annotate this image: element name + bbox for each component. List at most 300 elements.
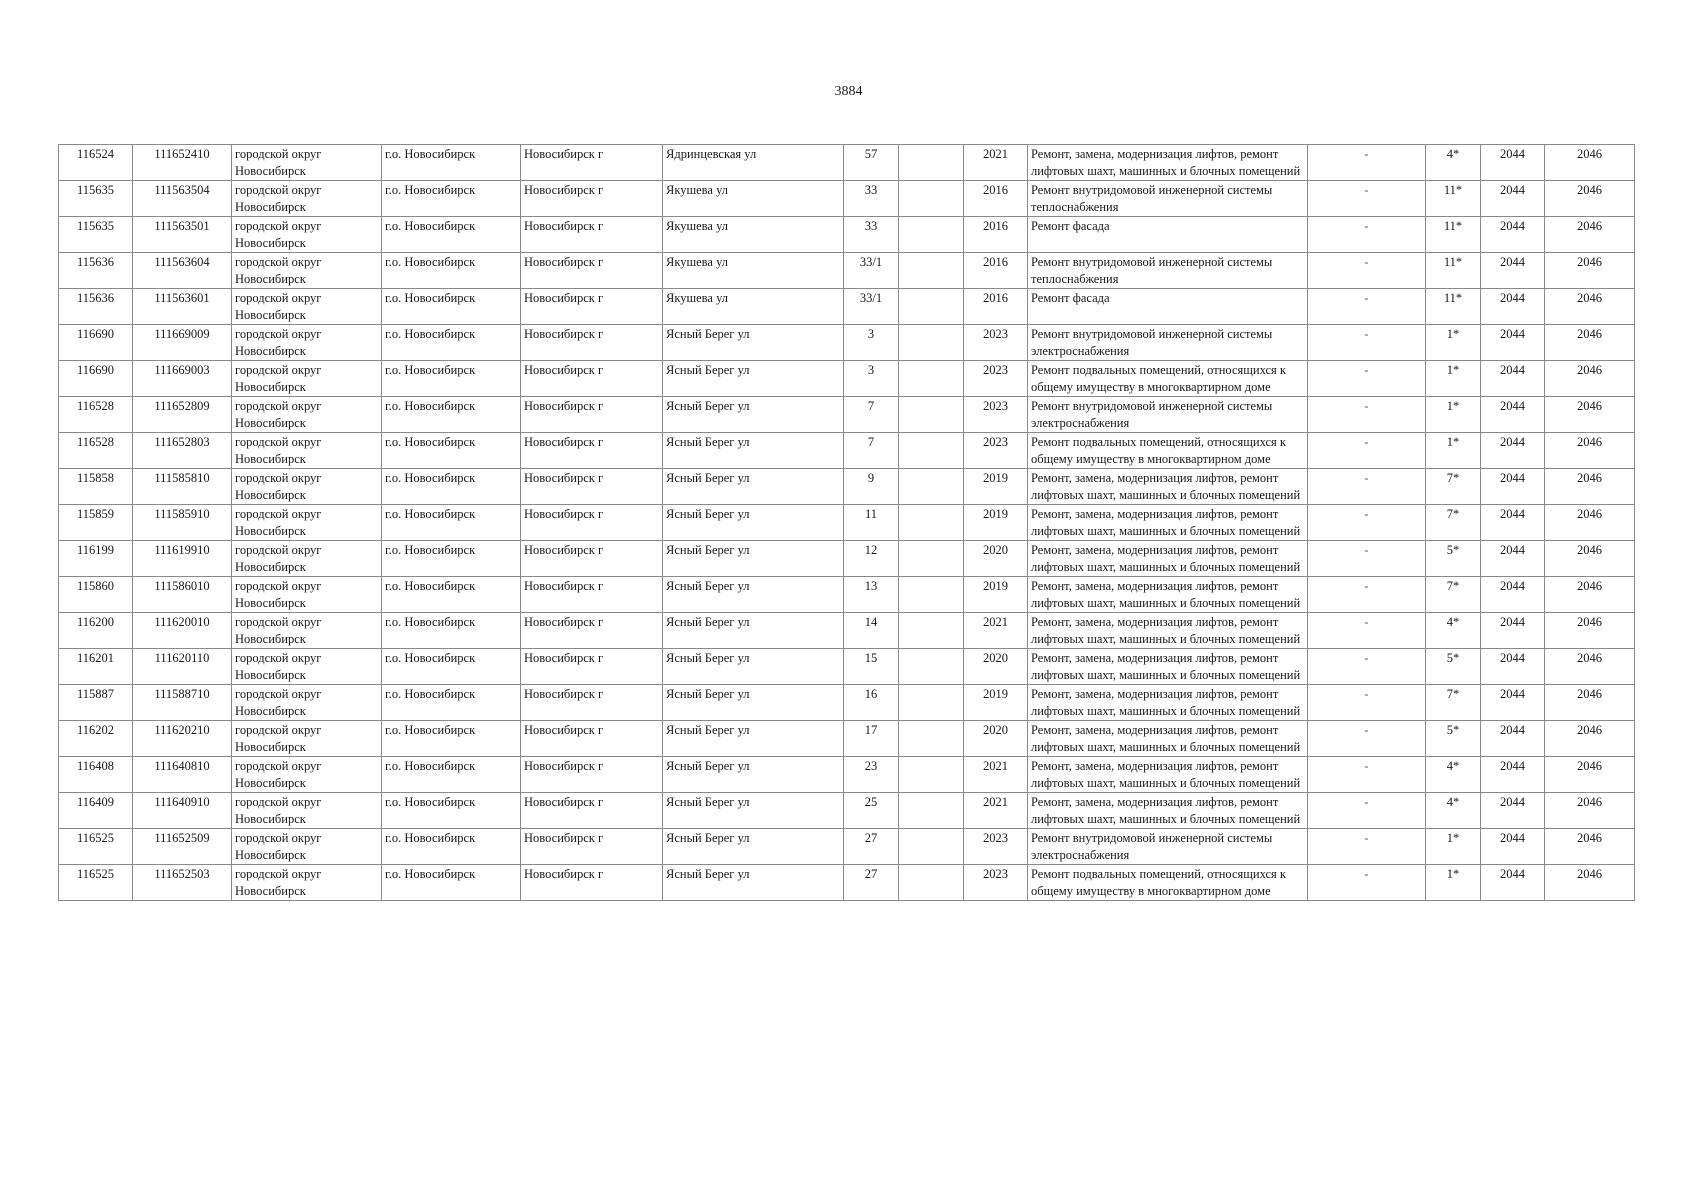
page-number: 3884 [834,84,863,99]
cell-code: 111652503 [133,865,232,901]
cell-short-municipality: г.о. Новосибирск [382,649,521,685]
cell-end-year: 2046 [1545,505,1635,541]
cell-code: 111563501 [133,217,232,253]
cell-end-year: 2046 [1545,325,1635,361]
cell-id: 116199 [59,541,133,577]
cell-year: 2023 [964,361,1028,397]
cell-start-year: 2044 [1481,721,1545,757]
cell-city: Новосибирск г [521,757,663,793]
cell-municipality: городской округ Новосибирск [232,253,382,289]
cell-end-year: 2046 [1545,217,1635,253]
cell-municipality: городской округ Новосибирск [232,649,382,685]
cell-id: 116201 [59,649,133,685]
cell-cost: - [1308,757,1426,793]
cell-id: 116525 [59,829,133,865]
cell-city: Новосибирск г [521,649,663,685]
cell-priority: 11* [1426,181,1481,217]
cell-house: 15 [844,649,899,685]
cell-year: 2020 [964,541,1028,577]
cell-house: 3 [844,361,899,397]
cell-short-municipality: г.о. Новосибирск [382,361,521,397]
cell-short-municipality: г.о. Новосибирск [382,325,521,361]
cell-id: 115858 [59,469,133,505]
cell-work-type: Ремонт, замена, модернизация лифтов, ремонт лифтовых шахт, машинных и блочных помещений [1028,649,1308,685]
cell-municipality: городской округ Новосибирск [232,865,382,901]
cell-short-municipality: г.о. Новосибирск [382,541,521,577]
cell-street: Ясный Берег ул [663,397,844,433]
cell-cost: - [1308,217,1426,253]
cell-work-type: Ремонт внутридомовой инженерной системы электроснабжения [1028,397,1308,433]
cell-end-year: 2046 [1545,577,1635,613]
table-row [59,577,1635,613]
cell-year: 2021 [964,613,1028,649]
cell-street: Якушева ул [663,217,844,253]
cell-street: Ясный Берег ул [663,433,844,469]
cell-short-municipality: г.о. Новосибирск [382,469,521,505]
cell-cost: - [1308,505,1426,541]
cell-id: 116525 [59,865,133,901]
cell-building [899,757,964,793]
cell-priority: 1* [1426,361,1481,397]
cell-work-type: Ремонт, замена, модернизация лифтов, ремонт лифтовых шахт, машинных и блочных помещений [1028,469,1308,505]
cell-municipality: городской округ Новосибирск [232,433,382,469]
cell-work-type: Ремонт, замена, модернизация лифтов, ремонт лифтовых шахт, машинных и блочных помещений [1028,793,1308,829]
cell-year: 2019 [964,505,1028,541]
cell-cost: - [1308,361,1426,397]
cell-city: Новосибирск г [521,253,663,289]
cell-work-type: Ремонт внутридомовой инженерной системы электроснабжения [1028,325,1308,361]
cell-id: 116690 [59,361,133,397]
table-row [59,433,1635,469]
cell-building [899,469,964,505]
cell-municipality: городской округ Новосибирск [232,325,382,361]
cell-house: 27 [844,829,899,865]
cell-street: Ясный Берег ул [663,865,844,901]
cell-cost: - [1308,721,1426,757]
cell-building [899,577,964,613]
table-row [59,613,1635,649]
cell-city: Новосибирск г [521,865,663,901]
cell-house: 33/1 [844,253,899,289]
cell-priority: 4* [1426,145,1481,181]
cell-street: Якушева ул [663,181,844,217]
cell-house: 7 [844,433,899,469]
cell-street: Ядринцевская ул [663,145,844,181]
cell-house: 9 [844,469,899,505]
cell-year: 2023 [964,829,1028,865]
table-row [59,145,1635,181]
cell-start-year: 2044 [1481,793,1545,829]
cell-year: 2019 [964,469,1028,505]
cell-building [899,253,964,289]
cell-priority: 1* [1426,397,1481,433]
cell-short-municipality: г.о. Новосибирск [382,757,521,793]
cell-priority: 1* [1426,433,1481,469]
cell-start-year: 2044 [1481,757,1545,793]
cell-code: 111620110 [133,649,232,685]
cell-id: 115635 [59,181,133,217]
cell-short-municipality: г.о. Новосибирск [382,829,521,865]
cell-street: Ясный Берег ул [663,325,844,361]
cell-end-year: 2046 [1545,793,1635,829]
cell-year: 2023 [964,325,1028,361]
cell-code: 111652809 [133,397,232,433]
cell-end-year: 2046 [1545,541,1635,577]
cell-year: 2023 [964,397,1028,433]
cell-end-year: 2046 [1545,145,1635,181]
cell-street: Ясный Берег ул [663,577,844,613]
cell-municipality: городской округ Новосибирск [232,361,382,397]
cell-city: Новосибирск г [521,613,663,649]
cell-code: 111563601 [133,289,232,325]
cell-work-type: Ремонт внутридомовой инженерной системы теплоснабжения [1028,253,1308,289]
cell-year: 2016 [964,181,1028,217]
cell-house: 57 [844,145,899,181]
cell-work-type: Ремонт, замена, модернизация лифтов, ремонт лифтовых шахт, машинных и блочных помещений [1028,613,1308,649]
cell-cost: - [1308,253,1426,289]
cell-cost: - [1308,433,1426,469]
cell-short-municipality: г.о. Новосибирск [382,181,521,217]
cell-work-type: Ремонт, замена, модернизация лифтов, ремонт лифтовых шахт, машинных и блочных помещений [1028,145,1308,181]
cell-id: 116528 [59,433,133,469]
cell-end-year: 2046 [1545,613,1635,649]
cell-priority: 11* [1426,217,1481,253]
cell-municipality: городской округ Новосибирск [232,505,382,541]
cell-start-year: 2044 [1481,181,1545,217]
cell-start-year: 2044 [1481,541,1545,577]
cell-house: 16 [844,685,899,721]
cell-house: 7 [844,397,899,433]
cell-work-type: Ремонт подвальных помещений, относящихся к общему имуществу в многоквартирном доме [1028,433,1308,469]
cell-municipality: городской округ Новосибирск [232,685,382,721]
cell-work-type: Ремонт, замена, модернизация лифтов, ремонт лифтовых шахт, машинных и блочных помещений [1028,505,1308,541]
table-row [59,721,1635,757]
cell-house: 17 [844,721,899,757]
cell-start-year: 2044 [1481,685,1545,721]
cell-municipality: городской округ Новосибирск [232,469,382,505]
cell-building [899,649,964,685]
cell-cost: - [1308,289,1426,325]
cell-code: 111640810 [133,757,232,793]
cell-id: 115635 [59,217,133,253]
cell-code: 111620010 [133,613,232,649]
cell-city: Новосибирск г [521,685,663,721]
cell-start-year: 2044 [1481,649,1545,685]
cell-code: 111669003 [133,361,232,397]
table-row [59,829,1635,865]
cell-priority: 4* [1426,613,1481,649]
cell-building [899,865,964,901]
cell-short-municipality: г.о. Новосибирск [382,505,521,541]
cell-short-municipality: г.о. Новосибирск [382,217,521,253]
table-row [59,865,1635,901]
cell-building [899,613,964,649]
table-row [59,397,1635,433]
cell-city: Новосибирск г [521,289,663,325]
cell-start-year: 2044 [1481,145,1545,181]
cell-end-year: 2046 [1545,685,1635,721]
cell-end-year: 2046 [1545,397,1635,433]
cell-municipality: городской округ Новосибирск [232,577,382,613]
table-row [59,469,1635,505]
table-row [59,217,1635,253]
cell-building [899,685,964,721]
cell-cost: - [1308,145,1426,181]
cell-building [899,325,964,361]
cell-year: 2021 [964,145,1028,181]
cell-priority: 7* [1426,469,1481,505]
cell-end-year: 2046 [1545,289,1635,325]
cell-house: 27 [844,865,899,901]
cell-end-year: 2046 [1545,469,1635,505]
cell-municipality: городской округ Новосибирск [232,829,382,865]
table-row [59,793,1635,829]
cell-short-municipality: г.о. Новосибирск [382,721,521,757]
cell-short-municipality: г.о. Новосибирск [382,613,521,649]
cell-work-type: Ремонт, замена, модернизация лифтов, ремонт лифтовых шахт, машинных и блочных помещений [1028,685,1308,721]
table-row [59,757,1635,793]
table-row [59,541,1635,577]
capital-repair-table [58,144,1635,901]
cell-street: Ясный Берег ул [663,757,844,793]
table-row [59,361,1635,397]
cell-end-year: 2046 [1545,253,1635,289]
cell-short-municipality: г.о. Новосибирск [382,253,521,289]
cell-work-type: Ремонт, замена, модернизация лифтов, ремонт лифтовых шахт, машинных и блочных помещений [1028,721,1308,757]
cell-year: 2019 [964,577,1028,613]
cell-end-year: 2046 [1545,649,1635,685]
cell-year: 2016 [964,253,1028,289]
cell-id: 116690 [59,325,133,361]
cell-work-type: Ремонт фасада [1028,289,1308,325]
cell-priority: 5* [1426,649,1481,685]
cell-work-type: Ремонт, замена, модернизация лифтов, ремонт лифтовых шахт, машинных и блочных помещений [1028,541,1308,577]
cell-end-year: 2046 [1545,829,1635,865]
cell-work-type: Ремонт, замена, модернизация лифтов, ремонт лифтовых шахт, машинных и блочных помещений [1028,577,1308,613]
cell-priority: 7* [1426,505,1481,541]
cell-city: Новосибирск г [521,469,663,505]
cell-year: 2023 [964,433,1028,469]
cell-short-municipality: г.о. Новосибирск [382,289,521,325]
cell-building [899,145,964,181]
cell-start-year: 2044 [1481,325,1545,361]
cell-municipality: городской округ Новосибирск [232,217,382,253]
cell-building [899,361,964,397]
cell-street: Ясный Берег ул [663,505,844,541]
cell-municipality: городской округ Новосибирск [232,397,382,433]
cell-cost: - [1308,793,1426,829]
table-row [59,685,1635,721]
cell-cost: - [1308,469,1426,505]
cell-id: 116524 [59,145,133,181]
cell-end-year: 2046 [1545,721,1635,757]
cell-code: 111652410 [133,145,232,181]
cell-id: 116409 [59,793,133,829]
cell-start-year: 2044 [1481,577,1545,613]
cell-end-year: 2046 [1545,181,1635,217]
cell-city: Новосибирск г [521,505,663,541]
table-body [59,145,1635,901]
cell-priority: 7* [1426,685,1481,721]
cell-municipality: городской округ Новосибирск [232,757,382,793]
cell-work-type: Ремонт подвальных помещений, относящихся к общему имуществу в многоквартирном доме [1028,361,1308,397]
cell-start-year: 2044 [1481,433,1545,469]
cell-id: 116528 [59,397,133,433]
cell-id: 116202 [59,721,133,757]
cell-priority: 5* [1426,541,1481,577]
cell-city: Новосибирск г [521,541,663,577]
cell-house: 33/1 [844,289,899,325]
cell-end-year: 2046 [1545,433,1635,469]
cell-house: 33 [844,217,899,253]
cell-priority: 11* [1426,253,1481,289]
cell-street: Ясный Берег ул [663,829,844,865]
cell-cost: - [1308,829,1426,865]
cell-year: 2020 [964,649,1028,685]
cell-id: 115860 [59,577,133,613]
cell-building [899,829,964,865]
cell-house: 23 [844,757,899,793]
cell-building [899,433,964,469]
cell-short-municipality: г.о. Новосибирск [382,865,521,901]
cell-house: 3 [844,325,899,361]
cell-street: Ясный Берег ул [663,613,844,649]
cell-work-type: Ремонт внутридомовой инженерной системы теплоснабжения [1028,181,1308,217]
cell-id: 116200 [59,613,133,649]
cell-code: 111588710 [133,685,232,721]
cell-code: 111586010 [133,577,232,613]
cell-city: Новосибирск г [521,361,663,397]
cell-id: 115859 [59,505,133,541]
cell-house: 12 [844,541,899,577]
cell-work-type: Ремонт подвальных помещений, относящихся к общему имуществу в многоквартирном доме [1028,865,1308,901]
cell-municipality: городской округ Новосибирск [232,181,382,217]
cell-code: 111652509 [133,829,232,865]
cell-code: 111563504 [133,181,232,217]
cell-priority: 4* [1426,757,1481,793]
cell-cost: - [1308,541,1426,577]
cell-short-municipality: г.о. Новосибирск [382,433,521,469]
cell-code: 111652803 [133,433,232,469]
cell-house: 11 [844,505,899,541]
cell-start-year: 2044 [1481,397,1545,433]
cell-city: Новосибирск г [521,181,663,217]
cell-year: 2016 [964,289,1028,325]
cell-year: 2023 [964,865,1028,901]
cell-building [899,505,964,541]
cell-start-year: 2044 [1481,613,1545,649]
cell-code: 111669009 [133,325,232,361]
cell-city: Новосибирск г [521,793,663,829]
cell-cost: - [1308,577,1426,613]
cell-code: 111585810 [133,469,232,505]
cell-start-year: 2044 [1481,505,1545,541]
table-row [59,253,1635,289]
cell-short-municipality: г.о. Новосибирск [382,145,521,181]
cell-short-municipality: г.о. Новосибирск [382,685,521,721]
cell-municipality: городской округ Новосибирск [232,613,382,649]
cell-city: Новосибирск г [521,145,663,181]
cell-work-type: Ремонт фасада [1028,217,1308,253]
cell-work-type: Ремонт, замена, модернизация лифтов, ремонт лифтовых шахт, машинных и блочных помещений [1028,757,1308,793]
cell-priority: 11* [1426,289,1481,325]
cell-street: Ясный Берег ул [663,685,844,721]
cell-building [899,541,964,577]
cell-house: 33 [844,181,899,217]
table-row [59,505,1635,541]
cell-end-year: 2046 [1545,757,1635,793]
cell-start-year: 2044 [1481,829,1545,865]
table-row [59,649,1635,685]
cell-city: Новосибирск г [521,829,663,865]
cell-house: 13 [844,577,899,613]
cell-building [899,289,964,325]
cell-priority: 7* [1426,577,1481,613]
cell-id: 116408 [59,757,133,793]
cell-municipality: городской округ Новосибирск [232,721,382,757]
cell-year: 2019 [964,685,1028,721]
cell-city: Новосибирск г [521,217,663,253]
cell-building [899,721,964,757]
cell-building [899,217,964,253]
cell-cost: - [1308,181,1426,217]
cell-id: 115636 [59,289,133,325]
cell-code: 111640910 [133,793,232,829]
cell-street: Якушева ул [663,253,844,289]
cell-code: 111563604 [133,253,232,289]
cell-code: 111620210 [133,721,232,757]
cell-priority: 1* [1426,865,1481,901]
cell-priority: 4* [1426,793,1481,829]
cell-municipality: городской округ Новосибирск [232,145,382,181]
table-row [59,289,1635,325]
cell-municipality: городской округ Новосибирск [232,793,382,829]
cell-year: 2016 [964,217,1028,253]
cell-city: Новосибирск г [521,433,663,469]
cell-start-year: 2044 [1481,253,1545,289]
cell-building [899,181,964,217]
cell-street: Ясный Берег ул [663,469,844,505]
cell-start-year: 2044 [1481,289,1545,325]
cell-city: Новосибирск г [521,577,663,613]
cell-end-year: 2046 [1545,865,1635,901]
table-row [59,325,1635,361]
cell-start-year: 2044 [1481,865,1545,901]
cell-building [899,793,964,829]
cell-cost: - [1308,325,1426,361]
cell-code: 111585910 [133,505,232,541]
table-row [59,181,1635,217]
cell-cost: - [1308,613,1426,649]
cell-start-year: 2044 [1481,217,1545,253]
cell-city: Новосибирск г [521,325,663,361]
cell-municipality: городской округ Новосибирск [232,541,382,577]
cell-year: 2020 [964,721,1028,757]
cell-priority: 1* [1426,325,1481,361]
cell-street: Ясный Берег ул [663,721,844,757]
cell-street: Якушева ул [663,289,844,325]
cell-cost: - [1308,649,1426,685]
cell-short-municipality: г.о. Новосибирск [382,397,521,433]
cell-start-year: 2044 [1481,361,1545,397]
cell-start-year: 2044 [1481,469,1545,505]
cell-cost: - [1308,685,1426,721]
cell-end-year: 2046 [1545,361,1635,397]
cell-cost: - [1308,397,1426,433]
cell-priority: 5* [1426,721,1481,757]
cell-municipality: городской округ Новосибирск [232,289,382,325]
cell-short-municipality: г.о. Новосибирск [382,577,521,613]
